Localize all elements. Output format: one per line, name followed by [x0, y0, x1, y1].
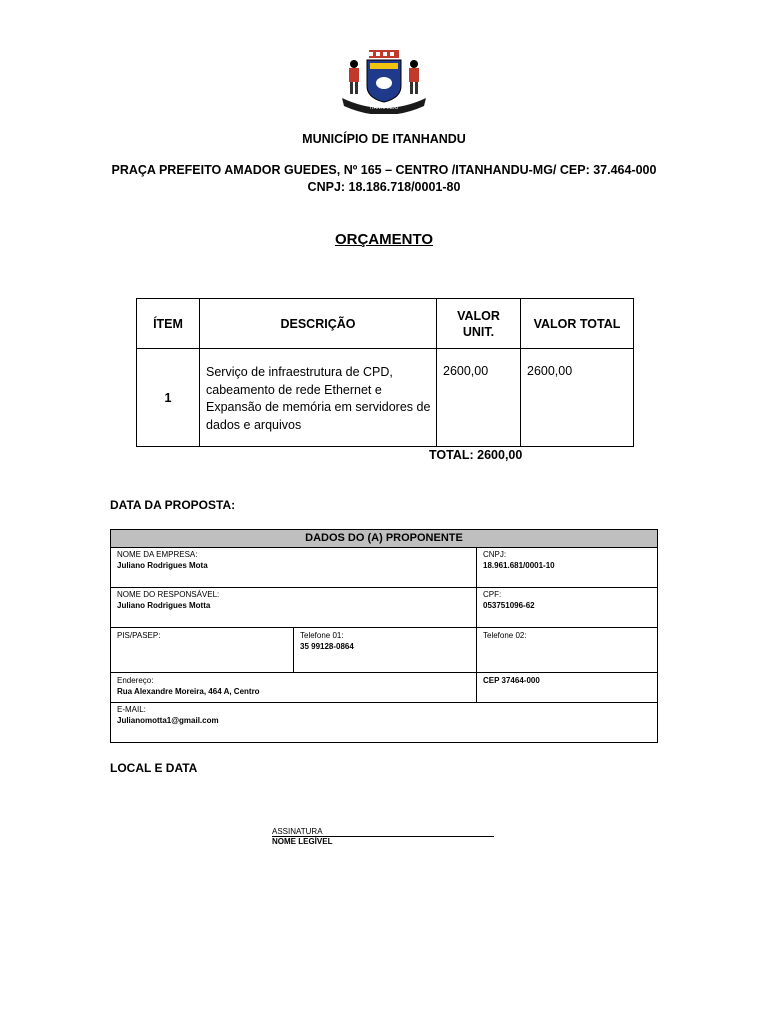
row-unit-value: 2600,00 — [437, 349, 521, 447]
legible-name-label: NOME LEGÍVEL — [272, 837, 333, 846]
phone2-field — [477, 629, 657, 641]
cpf-field — [477, 588, 657, 611]
responsible-field — [111, 588, 476, 611]
proponent-heading: DADOS DO (A) PROPONENTE — [111, 530, 657, 548]
divider — [111, 627, 657, 628]
cpf-label: CPF: — [483, 590, 502, 599]
items-table — [136, 298, 634, 447]
header-unit-value-text: VALOR UNIT. — [457, 308, 500, 339]
phone2-label: Telefone 02: — [483, 631, 527, 640]
cnpj-field — [477, 548, 657, 571]
proposal-date-label: DATA DA PROPOSTA: — [110, 498, 236, 512]
municipality-address: PRAÇA PREFEITO AMADOR GUEDES, Nº 165 – CENTRO /ITANHANDU-MG/ CEP: 37.464-000 — [111, 163, 657, 177]
document-title: ORÇAMENTO — [334, 231, 434, 248]
coat-of-arms-icon — [334, 48, 434, 114]
company-label: NOME DA EMPRESA: — [117, 550, 198, 559]
company-field — [111, 548, 476, 571]
cep-label: CEP 37464-000 — [483, 676, 540, 685]
cnpj-label: CNPJ: — [483, 550, 507, 559]
items-table-header — [137, 299, 634, 349]
cep-field — [477, 674, 657, 686]
cpf-value: 053751096-62 — [483, 601, 535, 610]
row-total-value: 2600,00 — [521, 349, 634, 447]
signature-line — [272, 827, 494, 837]
proponent-form — [110, 529, 658, 743]
grand-total: TOTAL: 2600,00 — [429, 448, 523, 462]
responsible-value: Juliano Rodrigues Motta — [117, 601, 211, 610]
phone1-value: 35 99128-0864 — [300, 642, 354, 651]
local-date-label: LOCAL E DATA — [110, 761, 198, 775]
signature-label: ASSINATURA — [272, 827, 323, 836]
email-value: Julianomotta1@gmail.com — [117, 716, 219, 725]
header-total-value: VALOR TOTAL — [521, 299, 634, 349]
responsible-label: NOME DO RESPONSÁVEL: — [117, 590, 220, 599]
table-row — [137, 349, 634, 447]
header-item: ÍTEM — [137, 299, 200, 349]
divider — [111, 672, 657, 673]
address-label: Endereço: — [117, 676, 154, 685]
phone1-field — [294, 629, 476, 652]
email-field — [111, 703, 657, 726]
pis-label: PIS/PASEP: — [117, 631, 161, 640]
row-item: 1 — [137, 349, 200, 447]
company-value: Juliano Rodrigues Mota — [117, 561, 208, 570]
row-description: Serviço de infraestrutura de CPD, cabeamento de rede Ethernet e Expansão de memória em servidores de dados e arquivos — [200, 349, 437, 447]
phone1-label: Telefone 01: — [300, 631, 344, 640]
address-value: Rua Alexandre Moreira, 464 A, Centro — [117, 687, 260, 696]
crest-motto: ITANHANDU — [369, 105, 399, 111]
address-field — [111, 674, 476, 697]
email-label: E-MAIL: — [117, 705, 146, 714]
municipality-cnpj: CNPJ: 18.186.718/0001-80 — [307, 180, 461, 194]
header-description: DESCRIÇÃO — [200, 299, 437, 349]
pis-field — [111, 629, 293, 641]
cnpj-value: 18.961.681/0001-10 — [483, 561, 555, 570]
header-unit-value — [437, 299, 521, 349]
municipality-title: MUNICÍPIO DE ITANHANDU — [302, 132, 466, 146]
